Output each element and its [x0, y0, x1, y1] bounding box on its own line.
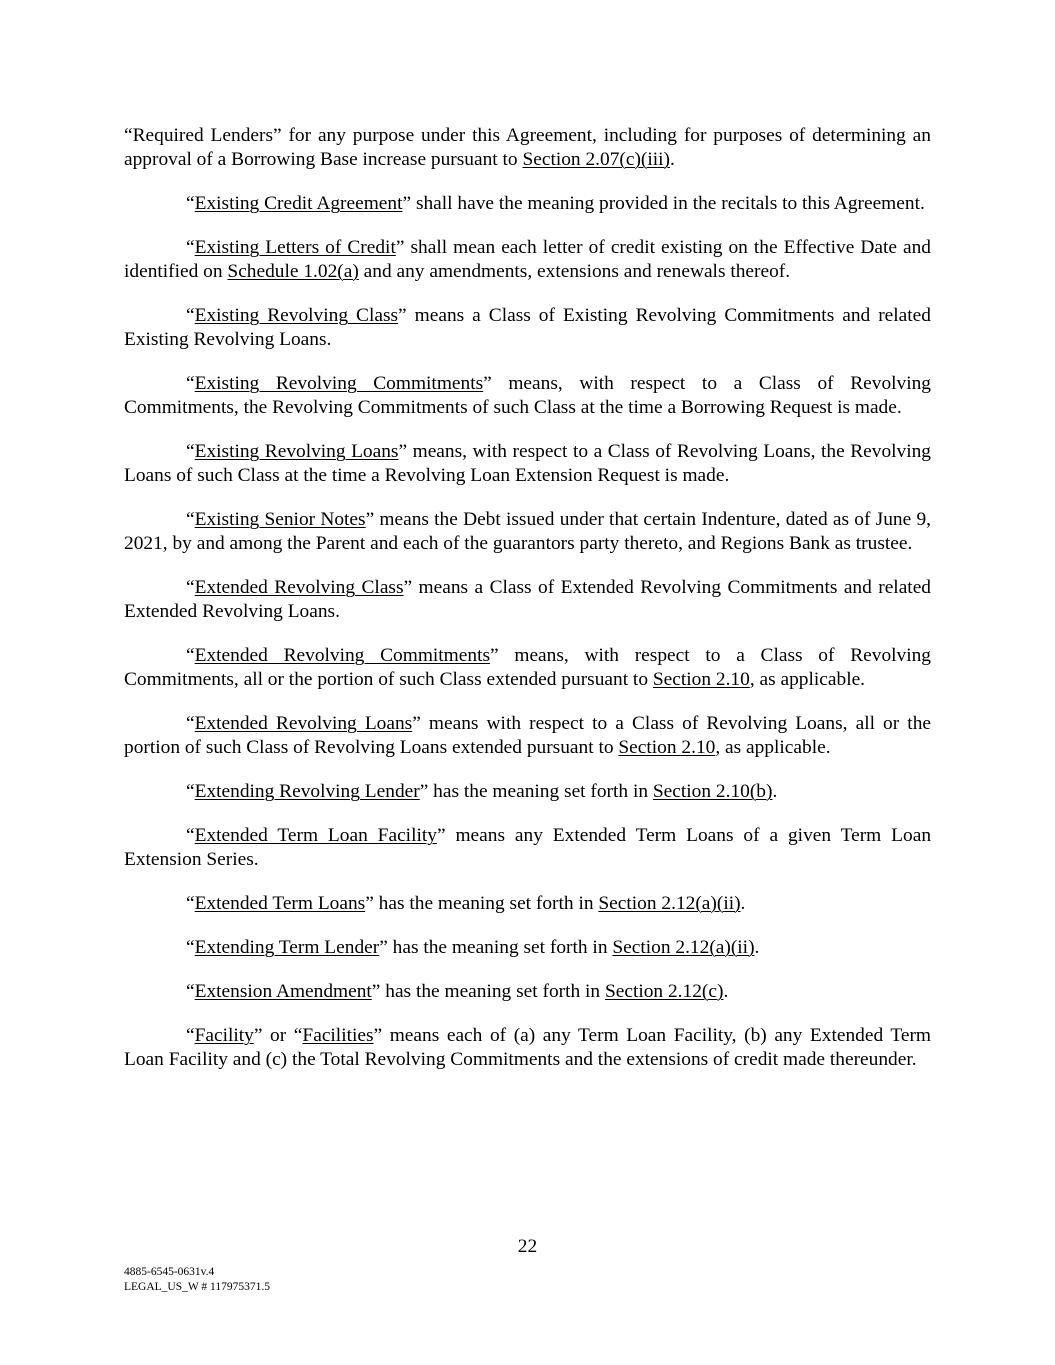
- definition-text-end: , as applicable.: [749, 669, 866, 690]
- definition-extended-term-loan-facility: [124, 824, 931, 872]
- open-quote: “: [186, 305, 195, 326]
- open-quote: “: [186, 781, 195, 802]
- definition-extension-amendment: [124, 980, 931, 1004]
- section-reference: Section 2.12(c): [604, 981, 724, 1002]
- definition-existing-revolving-class: [124, 304, 931, 352]
- open-quote: “: [186, 577, 195, 598]
- continuation-paragraph: [124, 124, 931, 172]
- definition-text: ” means the Debt issued under that certain Indenture, dated as of June 9, 2021, by and among the Parent and each of the guarantors party thereto, and Regions Bank as trustee.: [124, 509, 931, 554]
- defined-term: Extending Revolving Lender: [194, 781, 420, 802]
- document-id: 4885-6545-0631v.4: [124, 1266, 215, 1278]
- section-reference: Section 2.07(c)(iii): [522, 149, 671, 170]
- open-quote: “: [186, 893, 195, 914]
- section-reference: Section 2.12(a)(ii): [598, 893, 741, 914]
- defined-term: Existing Revolving Loans: [194, 441, 399, 462]
- definition-text: ” shall mean each letter of credit existing on the Effective Date and identified on: [124, 237, 932, 282]
- defined-term: Extended Term Loans: [194, 893, 366, 914]
- term-connector: ” or “: [253, 1025, 303, 1046]
- document-footer: [124, 1265, 270, 1295]
- definition-extended-term-loans: [124, 892, 931, 916]
- defined-term: Existing Credit Agreement: [194, 193, 403, 214]
- defined-term: Extended Revolving Class: [194, 577, 404, 598]
- definition-text-end: , as applicable.: [715, 737, 831, 758]
- open-quote: “: [186, 509, 195, 530]
- defined-term: Extended Term Loan Facility: [194, 825, 437, 846]
- open-quote: “: [186, 645, 195, 666]
- definition-text: ” has the meaning set forth in: [419, 781, 653, 802]
- page-number: 22: [517, 1236, 538, 1257]
- section-reference: Section 2.10(b): [652, 781, 773, 802]
- defined-term: Extending Term Lender: [194, 937, 380, 958]
- definition-text: ” means, with respect to a Class of Revolving Commitments, all or the portion of such Class extended pursuant to: [124, 645, 931, 690]
- defined-term: Existing Senior Notes: [194, 509, 366, 530]
- definition-text: ” means a Class of Existing Revolving Commitments and related Existing Revolving Loans.: [124, 305, 931, 350]
- defined-term: Existing Revolving Class: [194, 305, 399, 326]
- definition-text: ” means each of (a) any Term Loan Facility, (b) any Extended Term Loan Facility and (c) the Total Revolving Commitments and the extensions of credit made thereunder.: [124, 1025, 932, 1070]
- document-body: [124, 124, 931, 1092]
- definition-existing-revolving-commitments: [124, 372, 931, 420]
- open-quote: “: [186, 825, 195, 846]
- defined-term: Extension Amendment: [194, 981, 372, 1002]
- defined-term: Existing Letters of Credit: [194, 237, 396, 258]
- open-quote: “: [186, 981, 195, 1002]
- schedule-reference: Schedule 1.02(a): [227, 261, 359, 282]
- definition-text: ” means a Class of Extended Revolving Commitments and related Extended Revolving Loans.: [124, 577, 931, 622]
- legal-reference: LEGAL_US_W # 117975371.5: [124, 1281, 270, 1293]
- continuation-end: .: [670, 149, 675, 170]
- definition-text: ” means any Extended Term Loans of a given Term Loan Extension Series.: [124, 825, 932, 870]
- open-quote: “: [186, 193, 195, 214]
- definition-existing-letters-of-credit: [124, 236, 931, 284]
- definition-text-end: .: [754, 937, 760, 958]
- section-reference: Section 2.10: [652, 669, 750, 690]
- definition-facility: [124, 1024, 931, 1072]
- defined-term-facilities: Facilities: [302, 1025, 374, 1046]
- definition-text-end: and any amendments, extensions and renewals thereof.: [358, 261, 791, 282]
- definition-extended-revolving-loans: [124, 712, 931, 760]
- section-reference: Section 2.12(a)(ii): [612, 937, 755, 958]
- definition-extended-revolving-commitments: [124, 644, 931, 692]
- definition-text: ” has the meaning set forth in: [379, 937, 613, 958]
- open-quote: “: [186, 373, 195, 394]
- definition-text-end: .: [772, 781, 778, 802]
- open-quote: “: [186, 237, 195, 258]
- definition-text: ” means with respect to a Class of Revolving Loans, all or the portion of such Class of Revolving Loans extended pursuant to: [124, 713, 931, 758]
- definition-existing-senior-notes: [124, 508, 931, 556]
- definition-existing-revolving-loans: [124, 440, 931, 488]
- definition-text: ” has the meaning set forth in: [371, 981, 605, 1002]
- definition-extended-revolving-class: [124, 576, 931, 624]
- definition-text: ” has the meaning set forth in: [365, 893, 599, 914]
- definition-text: ” means, with respect to a Class of Revolving Commitments, the Revolving Commitments of such Class at the time a Borrowing Request is made.: [124, 373, 931, 418]
- definition-text-end: .: [740, 893, 746, 914]
- definition-text: ” means, with respect to a Class of Revolving Loans, the Revolving Loans of such Class at the time a Revolving Loan Extension Request is made.: [124, 441, 932, 486]
- definition-extending-term-lender: [124, 936, 931, 960]
- defined-term: Extended Revolving Loans: [194, 713, 413, 734]
- continuation-text: “Required Lenders” for any purpose under this Agreement, including for purposes of determining an approval of a Borrowing Base increase pursuant to: [124, 125, 931, 170]
- definition-text: ” shall have the meaning provided in the recitals to this Agreement.: [402, 193, 925, 214]
- section-reference: Section 2.10: [618, 737, 716, 758]
- definition-extending-revolving-lender: [124, 780, 931, 804]
- definition-existing-credit-agreement: [124, 192, 931, 216]
- open-quote: “: [186, 441, 195, 462]
- defined-term: Extended Revolving Commitments: [194, 645, 491, 666]
- open-quote: “: [186, 937, 195, 958]
- defined-term: Existing Revolving Commitments: [194, 373, 484, 394]
- open-quote: “: [186, 713, 195, 734]
- open-quote: “: [186, 1025, 195, 1046]
- defined-term-facility: Facility: [194, 1025, 254, 1046]
- definition-text-end: .: [723, 981, 729, 1002]
